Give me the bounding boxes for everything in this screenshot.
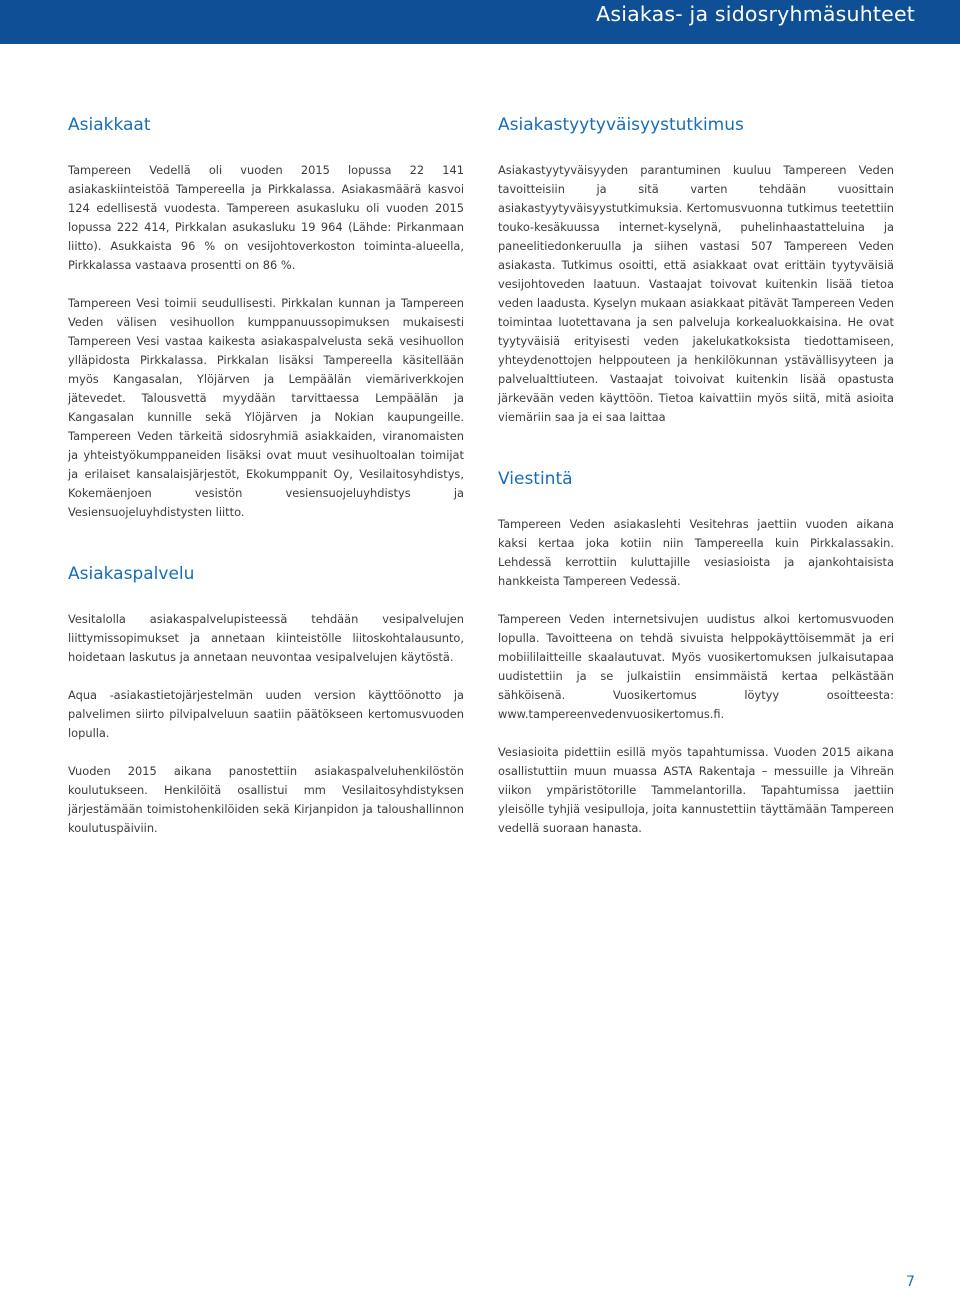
paragraph-tutkimus-1: Asiakastyytyväisyyden parantuminen kuuluu Tampereen Veden tavoitteisiin ja sitä varten tehdään vuosittain asiakastyytyväisyystutkimuksia. Kertomusvuonna tutkimus teetettiin touko-kesäkuussa internet-kyselynä, puhelinhaastatteluina ja paneelitiedonkeruulla ja siihen vastasi 507 Tampereen Veden asiakasta. Tutkimus osoitti, että asiakkaat ovat erittäin tyytyväisiä vesijohtoveden laatuun. Vastaajat toivovat kuitenkin lisää tietoa veden laadusta. Kyselyn mukaan asiakkaat pitävät Tampereen Veden toimintaa luotettavana ja sen palveluja korkealuokkaisina. He ovat tyytyväisiä erityisesti veden jakelukatkoksista tiedottamiseen, yhteydenottojen helppouteen ja henkilökunnan ystävällisyyteen ja palvelualttiuteen. Vastaajat toivoivat kuitenkin lisää opastusta järkevään veden käyttöön. Tietoa kaivattiin myös siitä, mitä asioita viemäriin saa ja ei saa laittaa [498, 163, 894, 424]
paragraph-viestinta-1: Tampereen Veden asiakaslehti Vesitehras jaettiin vuoden aikana kaksi kertaa joka kotiin niin Tampereella kuin Pirkkalassakin. Lehdessä kerrottiin kuluttajille vesiasioista ja ajankohtaisista hankkeista Tampereen Vedessä. [498, 517, 894, 588]
paragraph-asiakaspalvelu-1: Vesitalolla asiakaspalvelupisteessä tehdään vesipalvelujen liittymissopimukset ja annetaan kiinteistölle liitoskohtalausunto, hoidetaan laskutus ja annetaan neuvontaa vesipalvelujen käytöstä. [68, 612, 464, 664]
section-asiakkaat [68, 112, 464, 522]
paragraph-asiakkaat-1: Tampereen Vedellä oli vuoden 2015 lopussa 22 141 asiakaskiinteistöä Tampereella ja Pirkkalassa. Asiakasmäärä kasvoi 124 edellisestä vuodesta. Tampereen asukasluku oli vuoden 2015 lopussa 222 414, Pirkkalan asukasluku 19 964 (Lähde: Pirkanmaan liitto). Asukkaista 96 % on vesijohtoverkoston toiminta-alueella, Pirkkalassa vastaava prosentti on 86 %. [68, 163, 464, 272]
paragraph-asiakaspalvelu-2: Aqua -asiakastietojärjestelmän uuden version käyttöönotto ja palvelimen siirto pilvipalveluun saatiin päätökseen kertomusvuoden lopulla. [68, 688, 464, 740]
heading-asiakkaat: Asiakkaat [68, 115, 151, 135]
paragraph-viestinta-3: Vesiasioita pidettiin esillä myös tapahtumissa. Vuoden 2015 aikana osallistuttiin muun muassa ASTA Rakentaja – messuille ja Vihreän viikon ympäristötorille Tammelantorilla. Tapahtumissa jaettiin yleisölle tyhjiä vesipulloja, joita kannustettiin täyttämään Tampereen vedellä suoraan hanasta. [498, 745, 894, 835]
section-viestinta [498, 466, 894, 838]
page-title: Asiakas- ja sidosryhmäsuhteet [596, 2, 915, 26]
right-column [498, 112, 894, 838]
heading-asiakaspalvelu: Asiakaspalvelu [68, 564, 195, 584]
heading-viestinta: Viestintä [498, 469, 573, 489]
heading-asiakastyytyvaisyystutkimus: Asiakastyytyväisyystutkimus [498, 115, 744, 135]
paragraph-viestinta-2: Tampereen Veden internetsivujen uudistus alkoi kertomusvuoden lopulla. Tavoitteena on tehdä sivuista helppokäyttöisemmät ja eri mobiililaitteille skaalautuvat. Myös vuosikertomuksen julkaisutapaa uudistettiin ja se julkaistiin ensimmäistä kertaa pelkästään sähköisenä. Vuosikertomus löytyy osoitteesta: www.tampereenvedenvuosikertomus.fi. [498, 612, 894, 721]
page-number: 7 [906, 1274, 915, 1290]
paragraph-asiakkaat-2: Tampereen Vesi toimii seudullisesti. Pirkkalan kunnan ja Tampereen Veden välisen vesihuollon kumppanuussopimuksen mukaisesti Tampereen Vesi vastaa kaikesta asiakaspalvelusta sekä vesihuollon ylläpidosta Pirkkalassa. Pirkkalan lisäksi Tampereella käsitellään myös Kangasalan, Ylöjärven ja Lempäälän viemäriverkkojen jätevedet. Talousvettä myydään tarvittaessa Lempäälän ja Kangasalan kunnille sekä Ylöjärven ja Nokian kaupungeille. Tampereen Veden tärkeitä sidosryhmiä asiakkaiden, viranomaisten ja yhteistyökumppaneiden lisäksi ovat muut vesihuoltoalan toimijat ja erilaiset kansalaisjärjestöt, Ekokumppanit Oy, Vesilaitosyhdistys, Kokemäenjoen vesistön vesiensuojeluyhdistys ja Vesiensuojeluyhdistysten liitto. [68, 296, 464, 519]
header-band [0, 0, 960, 44]
paragraph-asiakaspalvelu-3: Vuoden 2015 aikana panostettiin asiakaspalveluhenkilöstön koulutukseen. Henkilöitä osallistui mm Vesilaitosyhdistyksen järjestämään toimistohenkilöiden sekä Kirjanpidon ja taloushallinnon koulutuspäiviin. [68, 764, 464, 835]
section-asiakaspalvelu [68, 561, 464, 838]
section-asiakastyytyvaisyystutkimus [498, 112, 894, 427]
left-column [68, 112, 464, 838]
